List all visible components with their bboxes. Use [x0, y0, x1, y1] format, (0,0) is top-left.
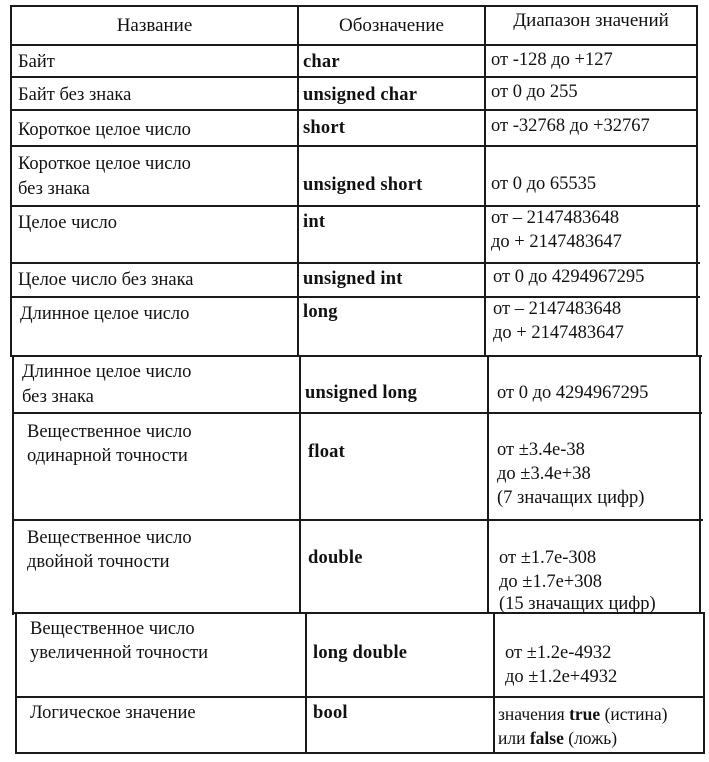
- row-divider: [10, 262, 700, 264]
- range-text: (ложь): [563, 728, 618, 748]
- cell-designation: double: [308, 548, 363, 568]
- table-border-top: [10, 5, 698, 7]
- row-divider: [10, 109, 698, 111]
- cell-name: Вещественное число: [27, 422, 192, 442]
- cell-name: Вещественное число: [27, 528, 192, 548]
- cell-range: от ±3.4e-38: [497, 440, 585, 460]
- cell-range: от -32768 до +32767: [491, 116, 650, 136]
- cell-range: от ±1.7e-308: [499, 548, 597, 568]
- cell-range: до ±1.7e+308: [499, 572, 602, 592]
- cell-designation: bool: [313, 703, 348, 723]
- cell-name: Длинное целое число: [20, 304, 190, 324]
- cell-range: [498, 726, 617, 751]
- table-border-bottom: [15, 752, 705, 754]
- cell-designation: long: [303, 302, 338, 322]
- cell-designation: unsigned int: [303, 269, 403, 289]
- column-divider: [487, 355, 489, 614]
- cell-name: без знака: [22, 387, 94, 407]
- column-divider: [305, 614, 307, 754]
- cell-range: до ±3.4e+38: [497, 464, 591, 484]
- cell-range: (15 значащих цифр): [499, 594, 656, 614]
- cell-name: Целое число без знака: [18, 270, 194, 290]
- cell-name: Короткое целое число: [18, 154, 191, 174]
- table-border-right: [703, 614, 705, 754]
- cell-name: одинарной точности: [27, 446, 188, 466]
- range-text: или: [498, 728, 530, 748]
- cell-range: от -128 до +127: [491, 50, 613, 70]
- column-divider: [297, 5, 299, 357]
- row-divider: [10, 355, 702, 357]
- cell-range: до + 2147483647: [493, 323, 624, 343]
- cell-name: Логическое значение: [30, 703, 196, 723]
- table-border-left: [10, 5, 12, 357]
- cell-designation: int: [303, 212, 326, 232]
- cell-name: Байт: [18, 52, 55, 72]
- cell-name: Длинное целое число: [22, 362, 192, 382]
- table-border-left: [12, 355, 14, 615]
- cell-range: (7 значащих цифр): [497, 488, 645, 508]
- cell-name: Байт без знака: [18, 85, 132, 105]
- table-border-right: [699, 355, 701, 614]
- cell-name: двойной точности: [27, 552, 170, 572]
- cell-range: до ±1.2e+4932: [505, 667, 618, 687]
- keyword-true: true: [569, 704, 601, 724]
- range-text: значения: [498, 704, 570, 724]
- cell-designation: short: [303, 118, 346, 138]
- column-divider: [484, 5, 486, 357]
- cell-range: от 0 до 4294967295: [493, 267, 645, 287]
- table-border-right: [696, 5, 698, 357]
- range-text: (истина): [600, 704, 668, 724]
- keyword-false: false: [529, 728, 564, 748]
- row-divider: [13, 519, 703, 521]
- cell-range: [498, 702, 668, 727]
- header-name: Название: [116, 15, 193, 36]
- cell-designation: char: [303, 52, 340, 72]
- cell-designation: float: [308, 442, 345, 462]
- header-range: Диапазон значений: [513, 10, 669, 31]
- row-divider: [10, 44, 698, 46]
- cell-designation: unsigned short: [303, 175, 423, 195]
- row-divider: [10, 145, 698, 147]
- column-divider: [493, 614, 495, 754]
- cell-designation: unsigned long: [305, 383, 418, 403]
- cell-name: Целое число: [18, 213, 118, 233]
- header-designation: Обозначение: [339, 15, 444, 36]
- cell-range: от 0 до 65535: [491, 174, 597, 194]
- cell-designation: long double: [313, 643, 408, 663]
- cell-name: увеличенной точности: [30, 643, 209, 663]
- cell-range: от 0 до 4294967295: [497, 383, 649, 403]
- cell-name: Короткое целое число: [18, 120, 191, 140]
- table-border-left: [15, 612, 17, 754]
- row-divider: [15, 696, 705, 698]
- cell-designation: unsigned char: [303, 85, 418, 105]
- cell-range: от 0 до 255: [491, 82, 578, 102]
- cell-range: от – 2147483648: [491, 208, 620, 228]
- row-divider: [10, 76, 698, 78]
- cell-name: Вещественное число: [30, 619, 195, 639]
- row-divider: [12, 412, 702, 414]
- column-divider: [299, 355, 301, 614]
- cell-range: до + 2147483647: [491, 232, 622, 252]
- cell-range: от ±1.2e-4932: [505, 643, 612, 663]
- cell-range: от – 2147483648: [493, 299, 622, 319]
- cell-name: без знака: [18, 179, 90, 199]
